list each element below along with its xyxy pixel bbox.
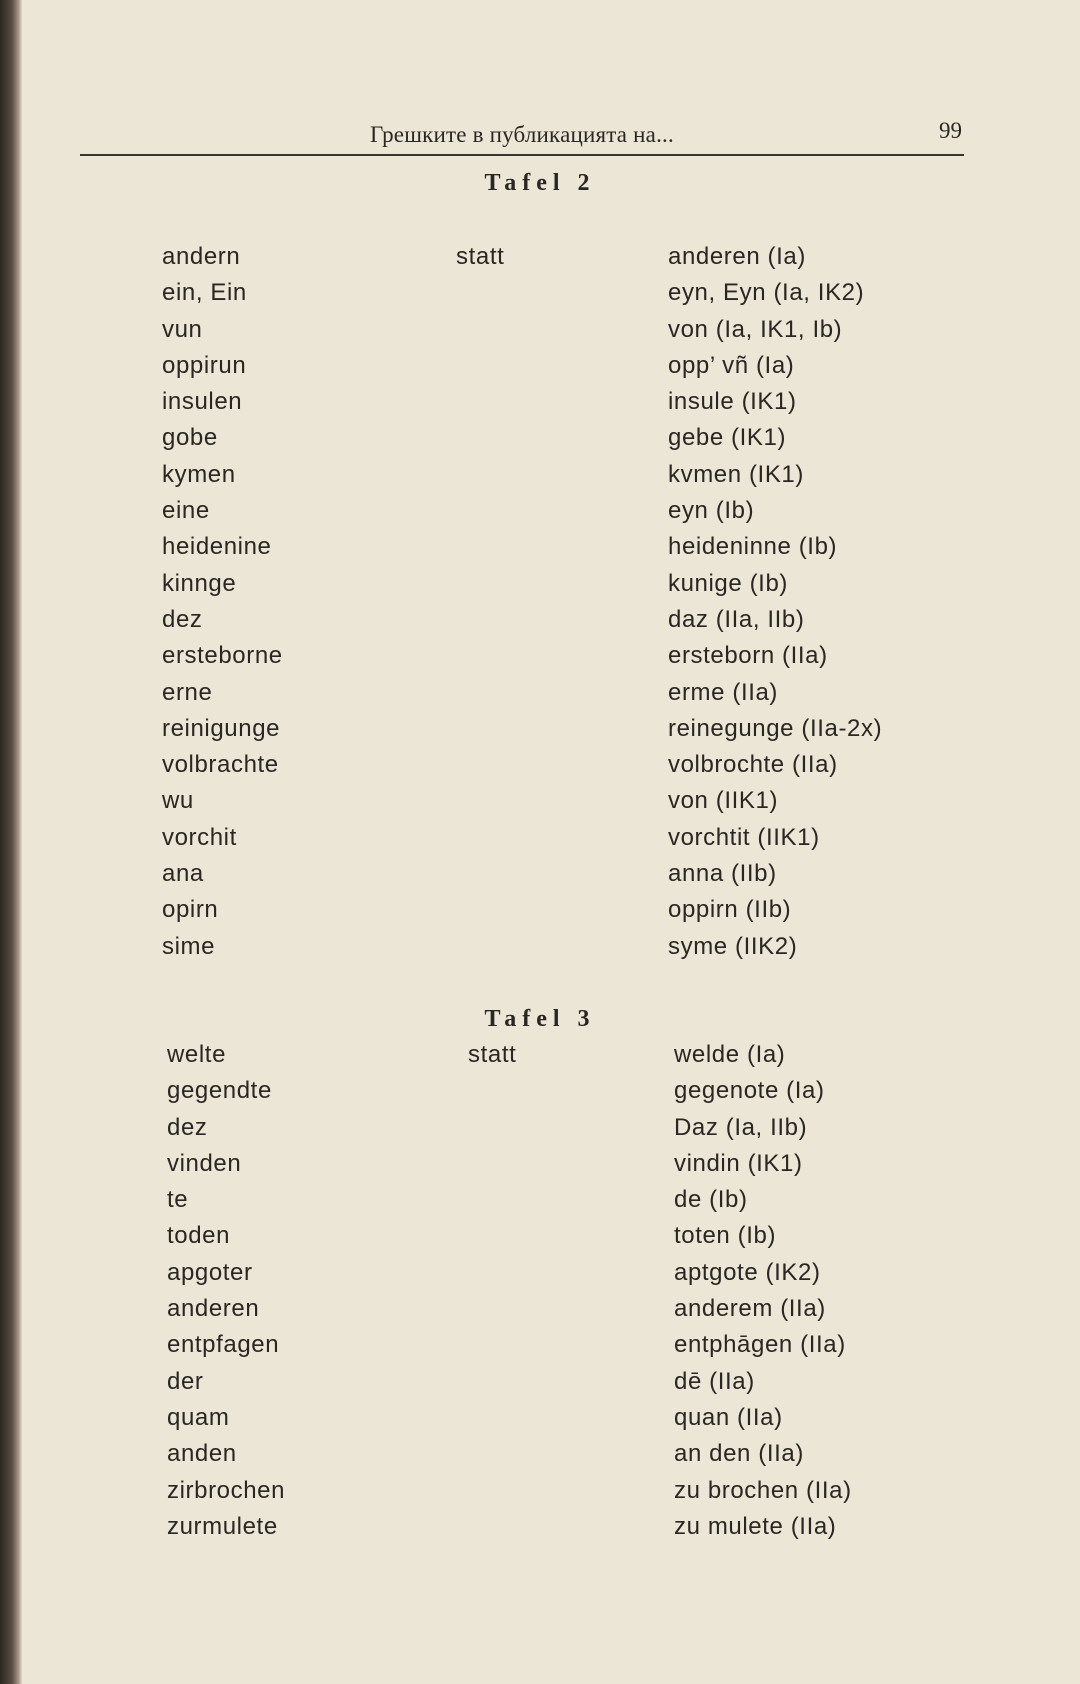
wrong-form: welte bbox=[167, 1041, 227, 1068]
table-row bbox=[0, 679, 1080, 715]
correct-form: von (Ia, IK1, Ib) bbox=[668, 315, 843, 343]
wrong-form: entpfagen bbox=[167, 1331, 280, 1359]
tafel-2-table bbox=[0, 243, 1080, 969]
correct-form: an den (IIa) bbox=[674, 1440, 804, 1468]
correct-form: zu mulete (IIa) bbox=[674, 1512, 837, 1540]
correct-form: oppirn (IIb) bbox=[668, 896, 792, 924]
correct-form: insule (IK1) bbox=[668, 388, 797, 416]
wrong-form: kinnge bbox=[162, 569, 237, 597]
section-title-tafel-3: Tafel 3 bbox=[484, 1006, 596, 1032]
wrong-form: zurmulete bbox=[167, 1512, 278, 1540]
wrong-form: toden bbox=[167, 1222, 231, 1250]
correct-form: von (IIK1) bbox=[668, 787, 779, 815]
wrong-form: dez bbox=[167, 1113, 208, 1141]
table-row bbox=[0, 1368, 1080, 1404]
wrong-form: ersteborne bbox=[162, 642, 283, 670]
table-row bbox=[0, 1150, 1080, 1186]
table-row bbox=[0, 243, 1080, 279]
correct-form: gegenote (Ia) bbox=[674, 1077, 825, 1105]
correct-form: de (Ib) bbox=[674, 1186, 748, 1214]
table-row bbox=[0, 1477, 1080, 1513]
table-row bbox=[0, 1404, 1080, 1440]
table-row bbox=[0, 570, 1080, 606]
correct-form: anderem (IIa) bbox=[674, 1295, 826, 1323]
table-row bbox=[0, 896, 1080, 932]
wrong-form: gegendte bbox=[167, 1077, 272, 1105]
table-row bbox=[0, 715, 1080, 751]
correct-form: dē (IIa) bbox=[674, 1367, 755, 1395]
wrong-form: vinden bbox=[167, 1149, 242, 1177]
table-row bbox=[0, 1186, 1080, 1222]
table-row bbox=[0, 316, 1080, 352]
wrong-form: opirn bbox=[162, 896, 219, 924]
correct-form: aptgote (IK2) bbox=[674, 1258, 821, 1286]
table-row bbox=[0, 606, 1080, 642]
wrong-form: insulen bbox=[162, 388, 243, 416]
correct-form: reinegunge (IIa-2x) bbox=[668, 714, 883, 742]
correct-form: eyn, Eyn (Ia, IK2) bbox=[668, 279, 865, 307]
table-row bbox=[0, 1077, 1080, 1113]
correct-form: ersteborn (IIa) bbox=[668, 642, 828, 670]
wrong-form: vun bbox=[162, 315, 203, 343]
table-row bbox=[0, 1295, 1080, 1331]
correct-form: vindin (IK1) bbox=[674, 1149, 803, 1177]
table-row bbox=[0, 279, 1080, 315]
table-row bbox=[0, 1041, 1080, 1077]
correct-form: kunige (Ib) bbox=[668, 569, 788, 597]
table-row bbox=[0, 424, 1080, 460]
wrong-form: ein, Ein bbox=[162, 279, 247, 307]
table-row bbox=[0, 860, 1080, 896]
correct-form: zu brochen (IIa) bbox=[674, 1476, 852, 1504]
table-row bbox=[0, 824, 1080, 860]
wrong-form: der bbox=[167, 1367, 204, 1395]
table-row bbox=[0, 1513, 1080, 1549]
table-row bbox=[0, 933, 1080, 969]
section-title-tafel-2: Tafel 2 bbox=[484, 170, 596, 196]
running-title: Грешките в публикацията на... bbox=[370, 122, 674, 147]
correct-form: Daz (Ia, IIb) bbox=[674, 1113, 808, 1141]
wrong-form: dez bbox=[162, 605, 203, 633]
table-row bbox=[0, 751, 1080, 787]
table-row bbox=[0, 352, 1080, 388]
correct-form: daz (IIa, IIb) bbox=[668, 605, 805, 633]
wrong-form: volbrachte bbox=[162, 751, 279, 779]
page-number: 99 bbox=[939, 118, 962, 143]
correct-form: opp’ vñ (Ia) bbox=[668, 351, 795, 379]
wrong-form: quam bbox=[167, 1403, 230, 1431]
table-row bbox=[0, 1440, 1080, 1476]
wrong-form: gobe bbox=[162, 424, 218, 452]
table-row bbox=[0, 461, 1080, 497]
wrong-form: reinigunge bbox=[162, 714, 281, 742]
correct-form: vorchtit (IIK1) bbox=[668, 823, 820, 851]
wrong-form: anderen bbox=[167, 1295, 260, 1323]
table-row bbox=[0, 787, 1080, 823]
correct-form: heideninne (Ib) bbox=[668, 533, 838, 561]
correct-form: anna (IIb) bbox=[668, 860, 777, 888]
correct-form: toten (Ib) bbox=[674, 1222, 777, 1250]
wrong-form: sime bbox=[162, 932, 216, 960]
statt-label: statt bbox=[468, 1041, 517, 1068]
statt-label: statt bbox=[456, 243, 505, 270]
wrong-form: heidenine bbox=[162, 533, 272, 561]
table-row bbox=[0, 1222, 1080, 1258]
table-row bbox=[0, 497, 1080, 533]
correct-form: kvmen (IK1) bbox=[668, 460, 804, 488]
wrong-form: apgoter bbox=[167, 1258, 253, 1286]
wrong-form: erne bbox=[162, 678, 213, 706]
correct-form: welde (Ia) bbox=[674, 1041, 786, 1068]
correct-form: gebe (IK1) bbox=[668, 424, 787, 452]
table-row bbox=[0, 1331, 1080, 1367]
wrong-form: ana bbox=[162, 860, 204, 888]
correct-form: eyn (Ib) bbox=[668, 497, 755, 525]
wrong-form: te bbox=[167, 1186, 189, 1214]
correct-form: quan (IIa) bbox=[674, 1403, 783, 1431]
wrong-form: zirbrochen bbox=[167, 1476, 286, 1504]
wrong-form: oppirun bbox=[162, 351, 247, 379]
table-row bbox=[0, 533, 1080, 569]
table-row bbox=[0, 642, 1080, 678]
correct-form: anderen (Ia) bbox=[668, 243, 806, 270]
correct-form: erme (IIa) bbox=[668, 678, 779, 706]
wrong-form: kymen bbox=[162, 460, 236, 488]
wrong-form: wu bbox=[162, 787, 194, 815]
wrong-form: vorchit bbox=[162, 823, 237, 851]
correct-form: syme (IIK2) bbox=[668, 932, 798, 960]
correct-form: volbrochte (IIa) bbox=[668, 751, 838, 779]
wrong-form: eine bbox=[162, 497, 210, 525]
table-row bbox=[0, 1114, 1080, 1150]
table-row bbox=[0, 1259, 1080, 1295]
correct-form: entphāgen (IIa) bbox=[674, 1331, 846, 1359]
page-header bbox=[80, 110, 964, 156]
wrong-form: andern bbox=[162, 243, 241, 270]
tafel-3-table bbox=[0, 1041, 1080, 1549]
table-row bbox=[0, 388, 1080, 424]
wrong-form: anden bbox=[167, 1440, 237, 1468]
